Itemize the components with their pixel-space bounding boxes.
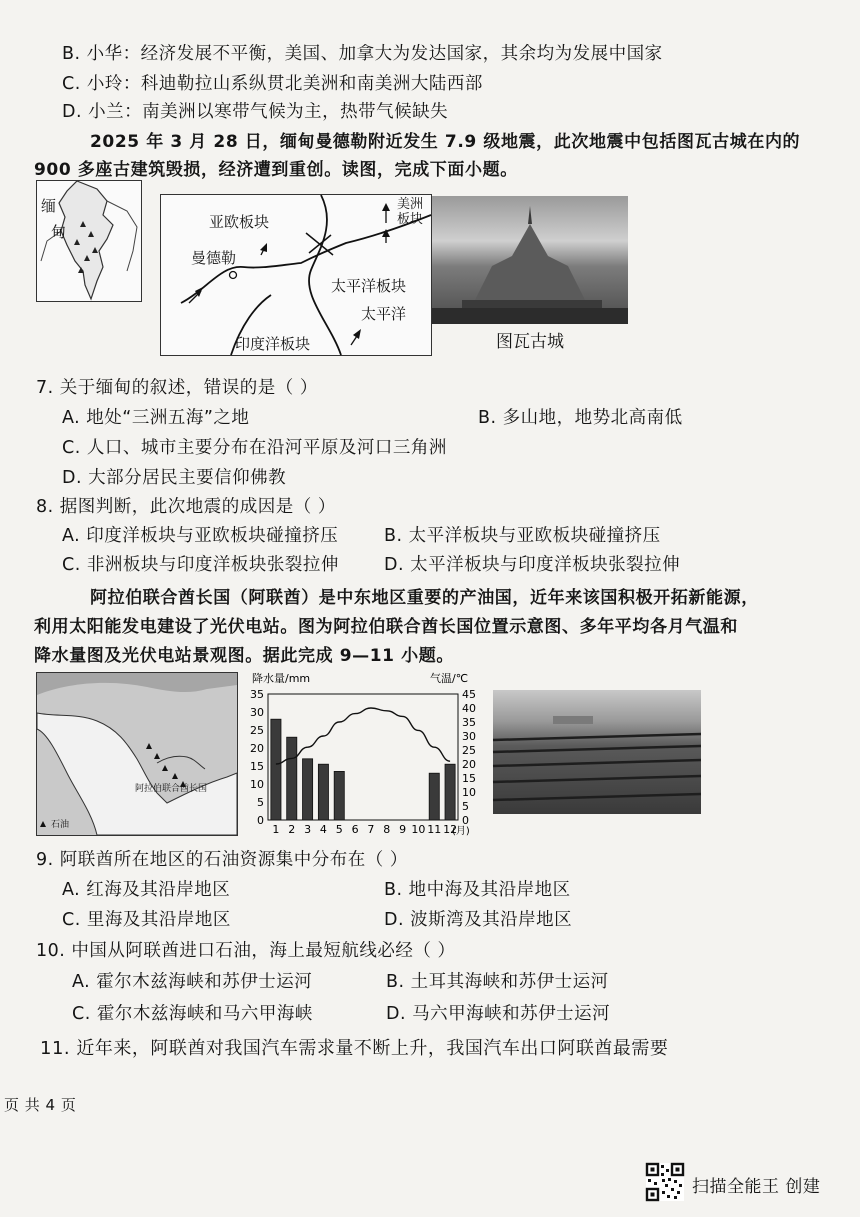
q8-option-d: D. 太平洋板块与印度洋板块张裂拉伸: [384, 555, 681, 575]
plate-boundary-diagram: [160, 194, 432, 356]
x-tick-label: 6: [351, 823, 359, 836]
precipitation-bar: [429, 773, 439, 820]
left-tick-label: 0: [257, 814, 264, 827]
right-tick-label: 25: [462, 744, 476, 757]
q10-option-a: A. 霍尔木兹海峡和苏伊士运河: [72, 972, 313, 992]
chart-ylabel-left: 降水量/mm: [252, 672, 311, 685]
label-indian-plate: 印度洋板块: [235, 335, 311, 353]
precipitation-bar: [334, 771, 344, 820]
x-tick-label: 1: [272, 823, 280, 836]
precipitation-bar: [445, 764, 455, 820]
myanmar-intro-line2: 900 多座古建筑毁损，经济遭到重创。读图，完成下面小题。: [34, 160, 518, 180]
left-tick-label: 20: [250, 742, 264, 755]
uae-location-map: [36, 672, 238, 836]
q8-stem: 8. 据图判断，此次地震的成因是（ ）: [36, 497, 336, 517]
uae-intro-line3: 降水量图及光伏电站景观图。据此完成 9—11 小题。: [34, 646, 454, 666]
temperature-line: [276, 708, 450, 764]
right-tick-label: 45: [462, 688, 476, 701]
x-tick-label: 7: [367, 823, 375, 836]
option-c-prev: C. 小玲：科迪勒拉山系纵贯北美洲和南美洲大陆西部: [62, 74, 483, 94]
x-tick-label: 3: [304, 823, 312, 836]
tuwa-photo-caption: 图瓦古城: [496, 332, 564, 352]
q7-option-b: B. 多山地，地势北高南低: [478, 408, 683, 428]
label-pacific-ocean: 太平洋: [361, 305, 407, 323]
x-tick-label: 4: [319, 823, 327, 836]
left-tick-label: 35: [250, 688, 264, 701]
q9-stem: 9. 阿联酋所在地区的石油资源集中分布在（ ）: [36, 850, 408, 870]
left-tick-label: 25: [250, 724, 264, 737]
q10-stem: 10. 中国从阿联酋进口石油，海上最短航线必经（ ）: [36, 941, 456, 961]
q11-stem: 11. 近年来，阿联酋对我国汽车需求量不断上升，我国汽车出口阿联酋最需要: [40, 1038, 669, 1059]
page-footer: 页 共 4 页: [4, 1096, 77, 1114]
precipitation-bar: [318, 764, 328, 820]
pv-station-photo: [493, 690, 701, 814]
right-tick-label: 30: [462, 730, 476, 743]
q8-option-c: C. 非洲板块与印度洋板块张裂拉伸: [62, 555, 339, 575]
q8-option-a: A. 印度洋板块与亚欧板块碰撞挤压: [62, 526, 339, 546]
q10-option-d: D. 马六甲海峡和苏伊士运河: [386, 1004, 611, 1024]
scanner-watermark: 扫描全能王 创建: [692, 1177, 821, 1197]
x-tick-label: 12: [443, 823, 458, 836]
x-tick-label: 5: [335, 823, 343, 836]
right-tick-label: 15: [462, 772, 476, 785]
chart-ylabel-right: 气温/℃: [430, 672, 469, 685]
x-tick-label: 9: [399, 823, 407, 836]
myanmar-intro-line1: 2025 年 3 月 28 日，缅甸曼德勒附近发生 7.9 级地震，此次地震中包括图瓦古城在内的: [90, 132, 801, 152]
myanmar-location-map: [36, 180, 142, 302]
q9-option-d: D. 波斯湾及其沿岸地区: [384, 910, 573, 930]
option-b-prev: B. 小华：经济发展不平衡，美国、加拿大为发达国家，其余均为发展中国家: [62, 44, 663, 64]
label-american-plate-2: 板块: [397, 212, 424, 227]
right-tick-label: 40: [462, 702, 476, 715]
x-tick-label: 10: [411, 823, 426, 836]
label-pacific-plate: 太平洋板块: [331, 277, 407, 295]
uae-intro-line1: 阿拉伯联合酋长国（阿联酋）是中东地区重要的产油国，近年来该国积极开拓新能源，: [90, 588, 759, 608]
left-tick-label: 10: [250, 778, 264, 791]
precipitation-bar: [287, 737, 297, 820]
q7-option-c: C. 人口、城市主要分布在沿河平原及河口三角洲: [62, 438, 447, 458]
q7-option-a: A. 地处“三洲五海”之地: [62, 408, 250, 428]
right-tick-label: 5: [462, 800, 469, 813]
map-label-myanmar-2: 甸: [51, 223, 67, 241]
q9-option-c: C. 里海及其沿岸地区: [62, 910, 231, 930]
qr-code-icon: [646, 1163, 684, 1201]
oil-legend-label: 石油: [51, 820, 70, 830]
q9-option-a: A. 红海及其沿岸地区: [62, 880, 231, 900]
x-tick-label: 2: [288, 823, 296, 836]
left-tick-label: 15: [250, 760, 264, 773]
tuwa-ancient-city-photo: [432, 196, 628, 324]
left-tick-label: 5: [257, 796, 264, 809]
q10-option-b: B. 土耳其海峡和苏伊士运河: [386, 972, 609, 992]
uae-intro-line2: 利用太阳能发电建设了光伏电站。图为阿拉伯联合酋长国位置示意图、多年平均各月气温和: [34, 617, 738, 637]
map-label-myanmar-1: 缅: [41, 197, 57, 215]
label-american-plate-1: 美洲: [397, 197, 424, 212]
right-tick-label: 35: [462, 716, 476, 729]
q9-option-b: B. 地中海及其沿岸地区: [384, 880, 571, 900]
right-tick-label: 0: [462, 814, 469, 827]
left-tick-label: 30: [250, 706, 264, 719]
label-eurasian-plate: 亚欧板块: [209, 213, 270, 231]
label-mandalay: 曼德勒: [191, 249, 237, 267]
q8-option-b: B. 太平洋板块与亚欧板块碰撞挤压: [384, 526, 661, 546]
right-tick-label: 10: [462, 786, 476, 799]
x-tick-label: 11: [427, 823, 442, 836]
chart-x-unit: (月): [452, 826, 470, 837]
x-tick-label: 8: [383, 823, 391, 836]
climate-chart: [240, 672, 476, 842]
uae-country-label: 阿拉伯联合酋长国: [135, 784, 208, 794]
q7-option-d: D. 大部分居民主要信仰佛教: [62, 468, 287, 488]
q7-stem: 7. 关于缅甸的叙述，错误的是（ ）: [36, 378, 318, 398]
precipitation-bar: [271, 719, 281, 820]
option-d-prev: D. 小兰：南美洲以寒带气候为主，热带气候缺失: [62, 102, 449, 122]
right-tick-label: 20: [462, 758, 476, 771]
precipitation-bar: [303, 759, 313, 820]
q10-option-c: C. 霍尔木兹海峡和马六甲海峡: [72, 1004, 313, 1024]
